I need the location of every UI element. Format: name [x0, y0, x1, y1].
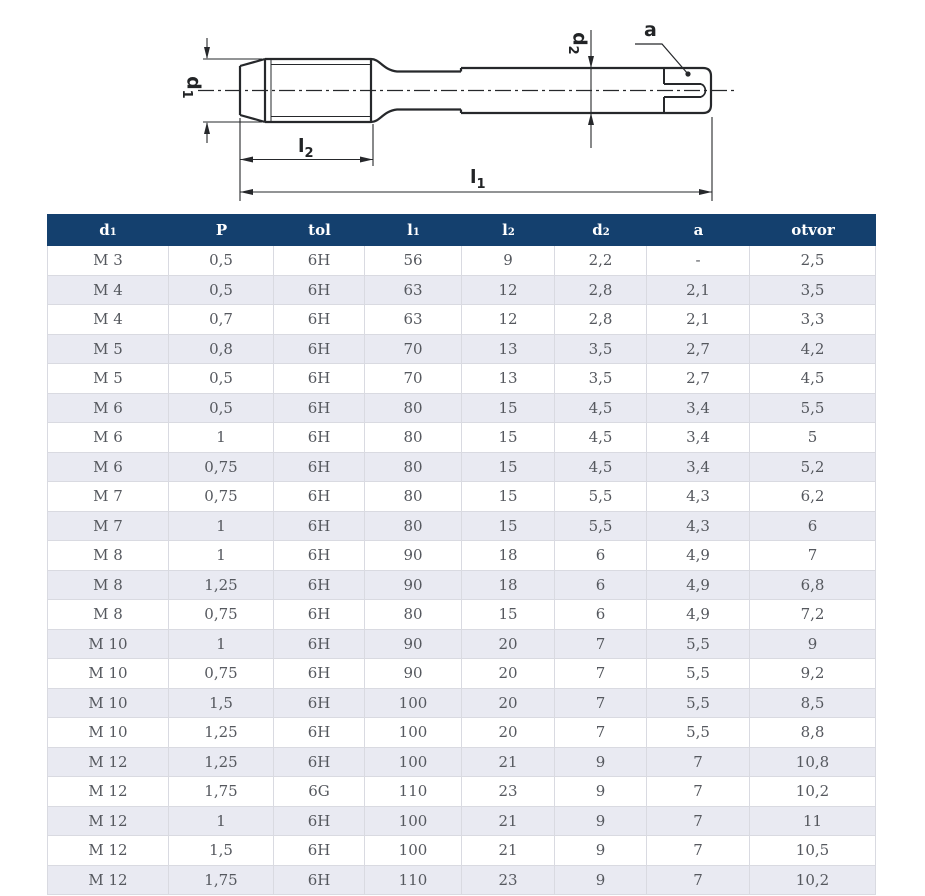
table-cell: 6H	[274, 600, 365, 629]
table-cell: 8,8	[800, 723, 825, 742]
table-cell: 0,75	[169, 453, 274, 482]
column-header-l2: l $_2$	[502, 221, 515, 239]
table-cell: 5	[807, 428, 818, 447]
table-cell: 5,5	[647, 659, 750, 688]
dim-d2-label: $d_2$	[564, 32, 591, 55]
table-cell: 90	[365, 659, 462, 688]
table-cell: 15	[462, 482, 555, 511]
table-cell: M 4	[48, 305, 169, 334]
table-cell: 9	[555, 866, 647, 895]
table-cell: 6H	[274, 512, 365, 541]
table-cell: 80	[365, 453, 462, 482]
table-cell: 4,3	[647, 482, 750, 511]
table-cell: 6H	[274, 335, 365, 364]
table-cell: 6H	[274, 689, 365, 718]
table-cell: 100	[365, 689, 462, 718]
table-cell: 20	[462, 718, 555, 747]
table-cell: 13	[462, 335, 555, 364]
table-cell: 12	[462, 276, 555, 305]
table-cell: M 12	[48, 748, 169, 777]
table-cell: 1,25	[169, 748, 274, 777]
table-cell: 6	[555, 600, 647, 629]
table-row	[48, 305, 875, 335]
table-cell: 15	[462, 394, 555, 423]
table-row	[48, 571, 875, 601]
table-cell: 2,1	[647, 276, 750, 305]
table-cell: 6H	[274, 748, 365, 777]
table-cell: 5,5	[800, 398, 825, 417]
table-cell: 6H	[274, 630, 365, 659]
table-row	[48, 600, 875, 630]
table-cell: 6H	[274, 866, 365, 895]
table-cell: 5,5	[647, 630, 750, 659]
table-cell: 6H	[274, 482, 365, 511]
table-cell: 110	[365, 777, 462, 806]
table-cell: 90	[365, 541, 462, 570]
tap-spec-table	[47, 214, 876, 895]
tap-drawing-svg	[0, 0, 925, 214]
table-cell: 7	[647, 866, 750, 895]
table-cell: 1,75	[169, 777, 274, 806]
table-cell: 7	[555, 659, 647, 688]
table-cell: 13	[462, 364, 555, 393]
table-cell: 21	[462, 807, 555, 836]
table-row	[48, 482, 875, 512]
table-cell: M 12	[48, 777, 169, 806]
tap-technical-drawing	[0, 0, 925, 214]
table-row	[48, 748, 875, 778]
column-header-d2: d $_2$	[592, 221, 610, 239]
table-row	[48, 718, 875, 748]
table-cell: 3,5	[800, 280, 825, 299]
table-cell: 4,3	[647, 512, 750, 541]
table-cell: 2,2	[555, 246, 647, 275]
table-cell: 6H	[274, 571, 365, 600]
table-cell: 2,1	[647, 305, 750, 334]
table-cell: 23	[462, 866, 555, 895]
arrow-l1-left	[240, 189, 253, 195]
table-cell: 7	[647, 777, 750, 806]
table-cell: 4,5	[555, 423, 647, 452]
table-cell: 1,5	[169, 836, 274, 865]
table-cell: 5,5	[555, 512, 647, 541]
arrow-d2-bottom	[588, 113, 594, 125]
table-cell: 7	[807, 546, 818, 565]
table-cell: 90	[365, 630, 462, 659]
table-cell: 1	[169, 423, 274, 452]
table-cell: 70	[365, 335, 462, 364]
table-cell: 2,7	[647, 364, 750, 393]
table-cell: 9	[462, 246, 555, 275]
table-cell: 0,5	[169, 276, 274, 305]
table-cell: 56	[365, 246, 462, 275]
table-cell: 10,5	[795, 841, 830, 860]
table-cell: 5,2	[800, 457, 825, 476]
arrow-d2-top	[588, 56, 594, 68]
table-row	[48, 453, 875, 483]
table-cell: 7	[647, 807, 750, 836]
table-row	[48, 659, 875, 689]
table-cell: M 8	[48, 571, 169, 600]
table-cell: 3,5	[555, 335, 647, 364]
table-cell: 6	[555, 571, 647, 600]
table-cell: 2,8	[555, 276, 647, 305]
table-cell: 5,5	[647, 689, 750, 718]
table-cell: 9	[555, 836, 647, 865]
table-cell: M 8	[48, 541, 169, 570]
table-cell: M 10	[48, 630, 169, 659]
column-header-l1: l $_1$	[407, 221, 420, 239]
table-cell: 0,75	[169, 600, 274, 629]
column-header-P: P	[215, 221, 228, 239]
table-cell: 15	[462, 423, 555, 452]
table-row	[48, 335, 875, 365]
table-cell: 80	[365, 394, 462, 423]
table-cell: 8,5	[800, 693, 825, 712]
table-cell: 3,4	[647, 394, 750, 423]
dim-l2-label: $l_2$	[298, 135, 314, 161]
table-cell: 1	[169, 541, 274, 570]
table-cell: 80	[365, 482, 462, 511]
table-cell: 9	[555, 777, 647, 806]
column-header-tol: tol	[308, 221, 331, 239]
table-cell: 3,4	[647, 453, 750, 482]
table-cell: 6H	[274, 423, 365, 452]
table-cell: 6H	[274, 836, 365, 865]
table-cell: M 10	[48, 689, 169, 718]
table-cell: 20	[462, 630, 555, 659]
table-cell: 3,4	[647, 423, 750, 452]
table-cell: M 5	[48, 364, 169, 393]
column-header-otvor: otvor	[791, 221, 835, 239]
table-cell: 4,5	[555, 453, 647, 482]
table-cell: M 10	[48, 659, 169, 688]
table-cell: M 10	[48, 718, 169, 747]
table-cell: 7	[647, 748, 750, 777]
table-cell: 6H	[274, 364, 365, 393]
table-cell: 0,7	[169, 305, 274, 334]
arrow-d1-bottom	[204, 122, 210, 134]
table-cell: 5,5	[555, 482, 647, 511]
table-cell: 80	[365, 600, 462, 629]
table-row	[48, 807, 875, 837]
table-cell: 5,5	[647, 718, 750, 747]
column-header-d1: d $_1$	[99, 221, 117, 239]
table-cell: 10,2	[795, 870, 830, 889]
table-cell: 7,2	[800, 605, 825, 624]
table-cell: 1	[169, 512, 274, 541]
table-cell: 0,5	[169, 246, 274, 275]
table-cell: 23	[462, 777, 555, 806]
table-cell: 0,75	[169, 659, 274, 688]
table-row	[48, 689, 875, 719]
table-cell: 0,8	[169, 335, 274, 364]
table-cell: 6H	[274, 305, 365, 334]
table-cell: M 6	[48, 423, 169, 452]
table-cell: 18	[462, 541, 555, 570]
table-cell: M 8	[48, 600, 169, 629]
table-cell: M 7	[48, 512, 169, 541]
table-cell: 1,5	[169, 689, 274, 718]
spec-table-body	[47, 246, 876, 895]
table-cell: 12	[462, 305, 555, 334]
table-cell: 4,5	[800, 369, 825, 388]
arrow-l2-left	[240, 157, 253, 163]
spec-table-header	[47, 214, 876, 246]
table-cell: 4,2	[800, 339, 825, 358]
table-cell: 20	[462, 659, 555, 688]
table-cell: 7	[555, 718, 647, 747]
table-cell: M 5	[48, 335, 169, 364]
table-cell: 4,9	[647, 571, 750, 600]
table-cell: 100	[365, 836, 462, 865]
table-cell: 6H	[274, 659, 365, 688]
table-row	[48, 541, 875, 571]
table-cell: 3,5	[555, 364, 647, 393]
table-cell: 1,25	[169, 718, 274, 747]
table-cell: 15	[462, 512, 555, 541]
table-cell: 11	[802, 811, 823, 830]
table-cell: 9	[807, 634, 818, 653]
table-cell: 4,5	[555, 394, 647, 423]
table-cell: 6,2	[800, 487, 825, 506]
arrow-l2-right	[360, 157, 373, 163]
table-row	[48, 423, 875, 453]
table-cell: 100	[365, 807, 462, 836]
table-row	[48, 364, 875, 394]
table-cell: 7	[647, 836, 750, 865]
table-cell: M 7	[48, 482, 169, 511]
table-cell: M 6	[48, 394, 169, 423]
table-cell: 110	[365, 866, 462, 895]
table-cell: 6,8	[800, 575, 825, 594]
table-cell: M 12	[48, 807, 169, 836]
table-cell: 2,5	[800, 251, 825, 270]
table-cell: 2,7	[647, 335, 750, 364]
table-cell: 7	[555, 630, 647, 659]
table-cell: 9,2	[800, 664, 825, 683]
table-cell: 3,3	[800, 310, 825, 329]
table-row	[48, 866, 875, 896]
arrow-d1-top	[204, 47, 210, 59]
dim-d1-label: $d_1$	[178, 76, 205, 99]
table-cell: 4,9	[647, 600, 750, 629]
table-cell: 6H	[274, 807, 365, 836]
table-cell: 6	[555, 541, 647, 570]
table-cell: M 12	[48, 866, 169, 895]
table-cell: 0,5	[169, 364, 274, 393]
table-cell: 2,8	[555, 305, 647, 334]
table-cell: 20	[462, 689, 555, 718]
table-cell: 6H	[274, 276, 365, 305]
table-cell: 9	[555, 807, 647, 836]
table-row	[48, 394, 875, 424]
table-cell: 10,2	[795, 782, 830, 801]
table-cell: 6G	[274, 777, 365, 806]
table-cell: 100	[365, 718, 462, 747]
table-cell: 10,8	[795, 752, 830, 771]
dim-l1-label: $l_1$	[470, 166, 486, 192]
table-cell: M 4	[48, 276, 169, 305]
table-cell: 15	[462, 600, 555, 629]
dim-a-label: a	[644, 19, 657, 41]
table-cell: 6H	[274, 541, 365, 570]
table-cell: 1	[169, 807, 274, 836]
table-cell: 6H	[274, 246, 365, 275]
table-cell: 6H	[274, 394, 365, 423]
table-cell: M 12	[48, 836, 169, 865]
table-cell: -	[647, 246, 750, 275]
table-cell: 18	[462, 571, 555, 600]
table-row	[48, 777, 875, 807]
table-cell: 70	[365, 364, 462, 393]
table-cell: 6	[807, 516, 818, 535]
table-cell: 4,9	[647, 541, 750, 570]
table-cell: 80	[365, 512, 462, 541]
table-cell: 90	[365, 571, 462, 600]
table-cell: 21	[462, 836, 555, 865]
table-cell: 6H	[274, 718, 365, 747]
table-cell: 63	[365, 305, 462, 334]
table-cell: 21	[462, 748, 555, 777]
table-cell: 100	[365, 748, 462, 777]
table-cell: 6H	[274, 453, 365, 482]
table-cell: 1,75	[169, 866, 274, 895]
column-header-a: a	[693, 221, 704, 239]
table-cell: M 6	[48, 453, 169, 482]
table-cell: 0,5	[169, 394, 274, 423]
table-cell: 0,75	[169, 482, 274, 511]
table-row	[48, 836, 875, 866]
a-leader-line	[635, 44, 691, 77]
table-cell: 1	[169, 630, 274, 659]
table-row	[48, 276, 875, 306]
table-cell: 9	[555, 748, 647, 777]
table-cell: 7	[555, 689, 647, 718]
table-row	[48, 246, 875, 276]
table-cell: M 3	[48, 246, 169, 275]
arrow-l1-right	[699, 189, 712, 195]
table-row	[48, 630, 875, 660]
table-cell: 15	[462, 453, 555, 482]
table-cell: 1,25	[169, 571, 274, 600]
table-cell: 80	[365, 423, 462, 452]
table-cell: 63	[365, 276, 462, 305]
table-row	[48, 512, 875, 542]
